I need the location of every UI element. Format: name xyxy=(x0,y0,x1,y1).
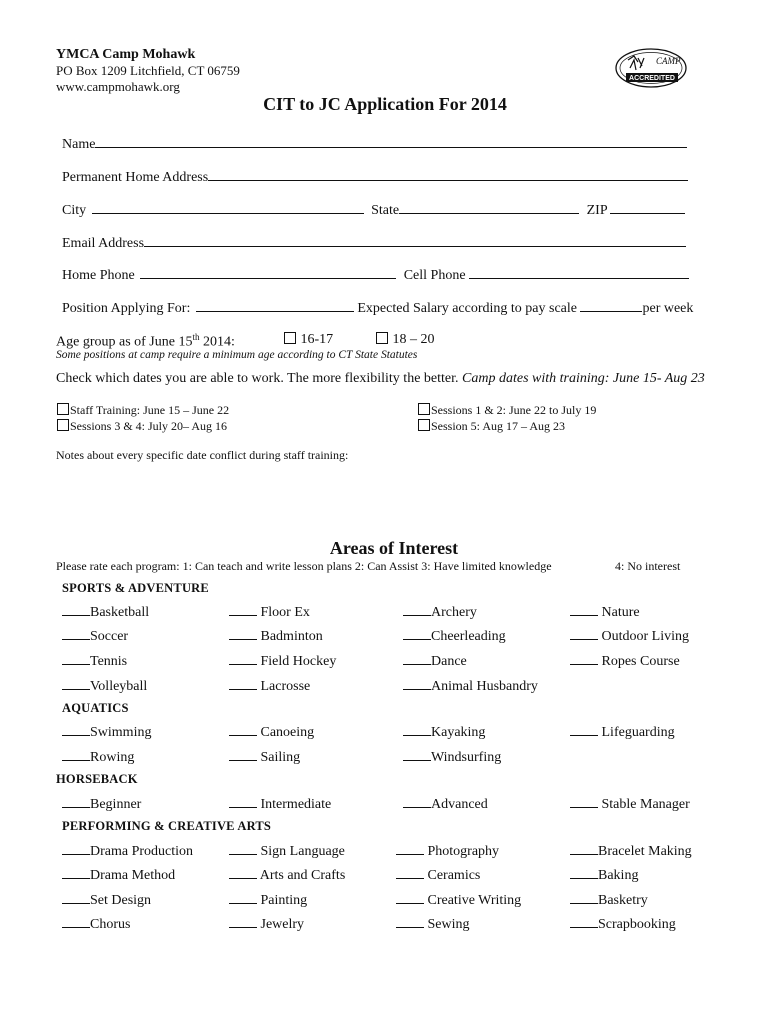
svg-text:CAMP: CAMP xyxy=(656,56,681,66)
aca-accredited-logo xyxy=(614,46,688,90)
interest-bracelet-making[interactable]: Bracelet Making xyxy=(570,842,692,860)
age-note: Some positions at camp require a minimum age according to CT State Statutes xyxy=(56,349,418,361)
interest-drama-production[interactable]: Drama Production xyxy=(62,842,193,860)
section-arts: PERFORMING & CREATIVE ARTS xyxy=(62,819,272,833)
interest-basketball[interactable]: Basketball xyxy=(62,603,149,621)
age-option-18-20[interactable]: 18 – 20 xyxy=(376,332,435,348)
checkbox[interactable] xyxy=(57,419,69,431)
interest-ropes-course[interactable]: Ropes Course xyxy=(570,652,680,670)
city-label: City xyxy=(62,203,87,218)
interest-soccer[interactable]: Soccer xyxy=(62,627,128,645)
section-aquatics: AQUATICS xyxy=(62,701,129,715)
interest-lifeguarding[interactable]: Lifeguarding xyxy=(570,723,675,741)
home-phone-label: Home Phone xyxy=(62,268,135,283)
zip-label: ZIP xyxy=(586,203,608,218)
position-row xyxy=(62,299,693,317)
interest-floor-ex[interactable]: Floor Ex xyxy=(229,603,310,621)
checkbox[interactable] xyxy=(418,403,430,415)
interest-outdoor-living[interactable]: Outdoor Living xyxy=(570,627,689,645)
logo-text: ACCREDITED xyxy=(629,75,675,82)
interest-archery[interactable]: Archery xyxy=(403,603,477,621)
checkbox[interactable] xyxy=(57,403,69,415)
age-label: Age group as of June 15th 2014: xyxy=(56,332,235,350)
date-session-5[interactable]: Session 5: Aug 17 – Aug 23 xyxy=(418,419,565,434)
state-input[interactable] xyxy=(399,201,579,214)
org-address: PO Box 1209 Litchfield, CT 06759 xyxy=(56,63,240,78)
home-phone-input[interactable] xyxy=(140,266,396,279)
address-label: Permanent Home Address xyxy=(62,170,209,185)
interest-stable-manager[interactable]: Stable Manager xyxy=(570,795,690,813)
city-input[interactable] xyxy=(92,201,364,214)
checkbox[interactable] xyxy=(376,332,388,344)
interest-volleyball[interactable]: Volleyball xyxy=(62,677,147,695)
interest-chorus[interactable]: Chorus xyxy=(62,915,130,933)
interest-beginner[interactable]: Beginner xyxy=(62,795,141,813)
interest-advanced[interactable]: Advanced xyxy=(403,795,488,813)
interest-creative-writing[interactable]: Creative Writing xyxy=(396,891,521,909)
interest-cheerleading[interactable]: Cheerleading xyxy=(403,627,506,645)
interest-swimming[interactable]: Swimming xyxy=(62,723,151,741)
interest-ceramics[interactable]: Ceramics xyxy=(396,866,480,884)
name-label: Name xyxy=(62,137,96,152)
checkbox[interactable] xyxy=(418,419,430,431)
address-row xyxy=(62,168,688,186)
salary-label: Expected Salary according to pay scale xyxy=(357,301,577,316)
interest-sign-language[interactable]: Sign Language xyxy=(229,842,345,860)
interest-scrapbooking[interactable]: Scrapbooking xyxy=(570,915,676,933)
per-week-label: per week xyxy=(642,301,694,316)
position-input[interactable] xyxy=(196,299,354,312)
interest-animal-husbandry[interactable]: Animal Husbandry xyxy=(403,677,538,695)
rating-instructions: Please rate each program: 1: Can teach and write lesson plans 2: Can Assist 3: Have limited knowledge xyxy=(56,559,552,573)
interest-tennis[interactable]: Tennis xyxy=(62,652,127,670)
interest-arts-crafts[interactable]: Arts and Crafts xyxy=(229,866,345,884)
salary-input[interactable] xyxy=(580,299,642,312)
form-title: CIT to JC Application For 2014 xyxy=(263,94,507,114)
interest-rowing[interactable]: Rowing xyxy=(62,748,134,766)
rating-4: 4: No interest xyxy=(615,559,681,573)
interest-basketry[interactable]: Basketry xyxy=(570,891,648,909)
interest-jewelry[interactable]: Jewelry xyxy=(229,915,304,933)
cell-phone-label: Cell Phone xyxy=(403,268,466,283)
interest-field-hockey[interactable]: Field Hockey xyxy=(229,652,336,670)
interest-kayaking[interactable]: Kayaking xyxy=(403,723,485,741)
email-label: Email Address xyxy=(62,236,145,251)
dates-intro: Check which dates you are able to work. The more flexibility the better. Camp dates with training: June 15- Aug 23 xyxy=(56,371,705,386)
city-row xyxy=(62,201,685,219)
org-website[interactable]: www.campmohawk.org xyxy=(56,79,180,94)
interest-sewing[interactable]: Sewing xyxy=(396,915,470,933)
interest-badminton[interactable]: Badminton xyxy=(229,627,323,645)
phone-row xyxy=(62,266,689,284)
age-option-16-17[interactable]: 16-17 xyxy=(284,332,333,348)
name-row xyxy=(62,135,687,153)
position-label: Position Applying For: xyxy=(62,301,191,316)
interest-lacrosse[interactable]: Lacrosse xyxy=(229,677,310,695)
interest-set-design[interactable]: Set Design xyxy=(62,891,151,909)
state-label: State xyxy=(371,203,400,218)
section-horseback: HORSEBACK xyxy=(56,772,138,786)
interest-intermediate[interactable]: Intermediate xyxy=(229,795,331,813)
address-input[interactable] xyxy=(208,168,688,181)
date-conflict-notes-label: Notes about every specific date conflict during staff training: xyxy=(56,448,349,462)
interest-painting[interactable]: Painting xyxy=(229,891,307,909)
checkbox[interactable] xyxy=(284,332,296,344)
org-name: YMCA Camp Mohawk xyxy=(56,47,196,62)
date-sessions-3-4[interactable]: Sessions 3 & 4: July 20– Aug 16 xyxy=(57,419,227,434)
date-staff-training[interactable]: Staff Training: June 15 – June 22 xyxy=(57,403,229,418)
interest-photography[interactable]: Photography xyxy=(396,842,499,860)
name-input[interactable] xyxy=(95,135,687,148)
email-input[interactable] xyxy=(144,234,686,247)
interest-nature[interactable]: Nature xyxy=(570,603,640,621)
cell-phone-input[interactable] xyxy=(469,266,689,279)
interest-dance[interactable]: Dance xyxy=(403,652,467,670)
interest-windsurfing[interactable]: Windsurfing xyxy=(403,748,501,766)
zip-input[interactable] xyxy=(610,201,685,214)
interest-sailing[interactable]: Sailing xyxy=(229,748,300,766)
date-sessions-1-2[interactable]: Sessions 1 & 2: June 22 to July 19 xyxy=(418,403,596,418)
interest-drama-method[interactable]: Drama Method xyxy=(62,866,175,884)
interest-canoeing[interactable]: Canoeing xyxy=(229,723,314,741)
interest-title: Areas of Interest xyxy=(329,538,459,558)
interest-baking[interactable]: Baking xyxy=(570,866,638,884)
email-row xyxy=(62,234,686,252)
section-sports: SPORTS & ADVENTURE xyxy=(62,581,209,595)
